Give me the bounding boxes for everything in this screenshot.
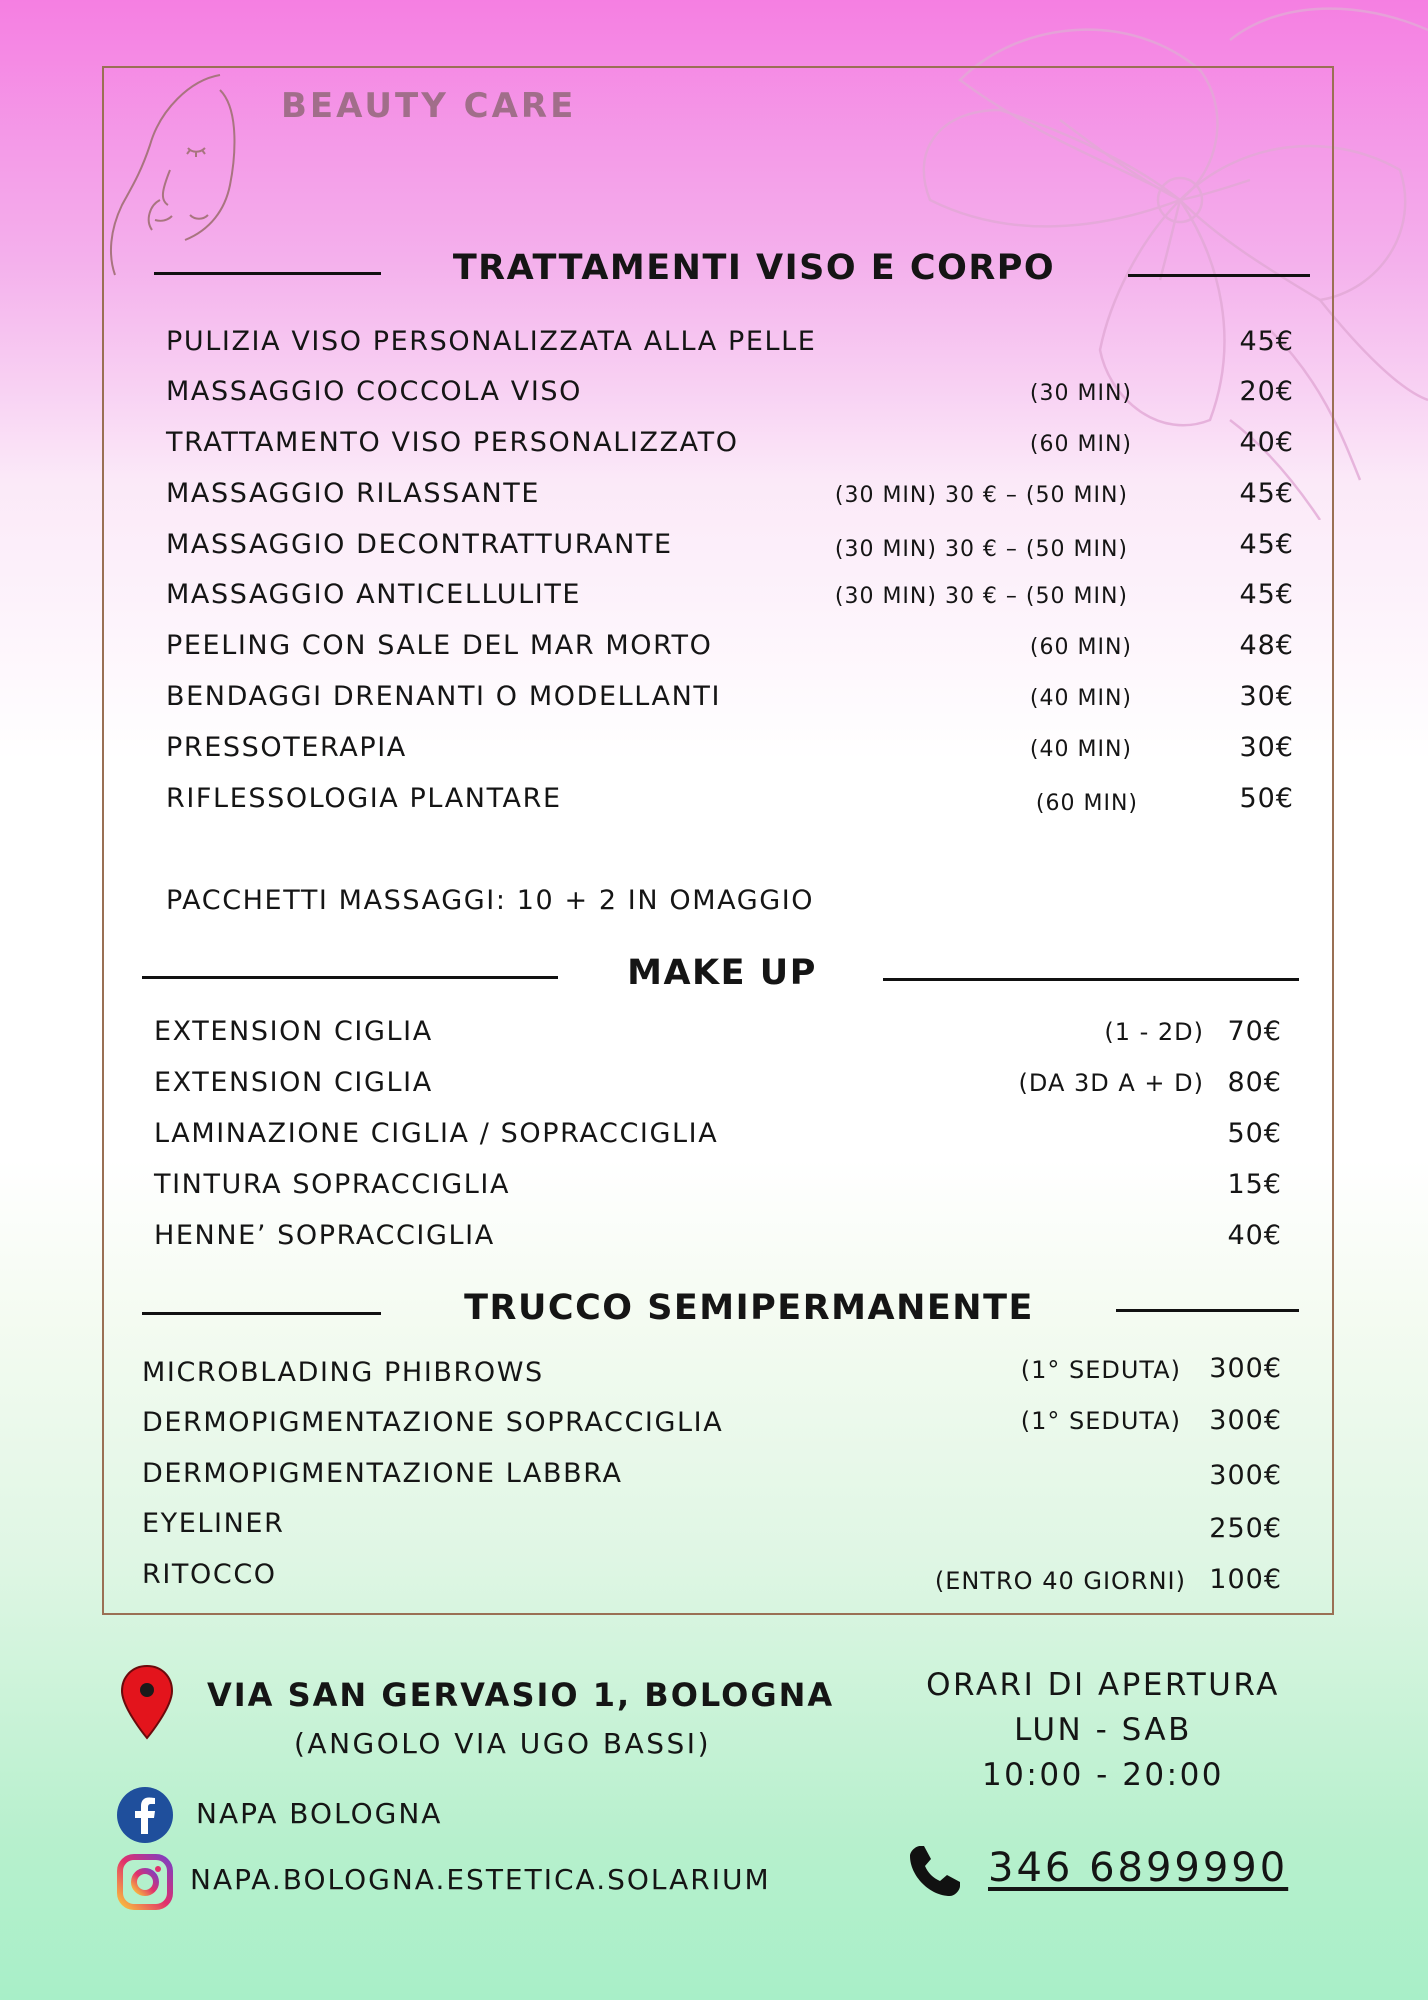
section-rule (142, 1312, 381, 1315)
item-note: (ENTRO 40 GIORNI) (934, 1567, 1186, 1595)
item-note: (60 MIN) (1035, 791, 1138, 816)
facebook-handle[interactable]: NAPA BOLOGNA (196, 1797, 443, 1830)
item-name: DERMOPIGMENTAZIONE LABBRA (142, 1458, 623, 1489)
item-price: 300€ (1209, 1353, 1282, 1384)
list-item (142, 1555, 1282, 1595)
list-item (166, 677, 1294, 717)
item-name: MICROBLADING PHIBROWS (142, 1357, 544, 1388)
list-item (166, 474, 1294, 514)
face-logo-icon (100, 70, 250, 280)
hours-title: ORARI DI APERTURA (926, 1667, 1280, 1703)
list-item (142, 1353, 1282, 1393)
item-note: (40 MIN) (1029, 737, 1132, 762)
item-name: RIFLESSOLOGIA PLANTARE (166, 783, 562, 814)
item-name: PEELING CON SALE DEL MAR MORTO (166, 630, 713, 661)
item-price: 30€ (1239, 681, 1294, 712)
list-item (166, 728, 1294, 768)
item-price: 300€ (1209, 1460, 1282, 1491)
item-name: MASSAGGIO RILASSANTE (166, 478, 541, 509)
item-note: (30 MIN) 30 € – (50 MIN) (834, 483, 1128, 508)
section-rule (154, 272, 381, 275)
list-item (166, 372, 1294, 412)
address: VIA SAN GERVASIO 1, BOLOGNA (207, 1676, 835, 1714)
list-item (154, 1165, 1282, 1205)
list-item (166, 322, 1294, 362)
item-name: EXTENSION CIGLIA (154, 1067, 433, 1098)
hours-days: LUN - SAB (1014, 1712, 1192, 1748)
section-title-trucco: TRUCCO SEMIPERMANENTE (464, 1288, 1034, 1328)
item-note: (60 MIN) (1029, 432, 1132, 457)
phone-number[interactable]: 346 6899990 (988, 1845, 1289, 1891)
section-title-makeup: MAKE UP (627, 953, 817, 993)
location-pin-icon (120, 1664, 174, 1740)
item-price: 80€ (1227, 1067, 1282, 1098)
item-note: (60 MIN) (1029, 635, 1132, 660)
item-price: 45€ (1239, 579, 1294, 610)
item-note: (30 MIN) (1029, 381, 1132, 406)
instagram-icon[interactable] (116, 1853, 174, 1911)
item-name: PULIZIA VISO PERSONALIZZATA ALLA PELLE (166, 326, 817, 357)
item-note: (30 MIN) 30 € – (50 MIN) (834, 537, 1128, 562)
item-price: 300€ (1209, 1405, 1282, 1436)
item-name: RITOCCO (142, 1559, 277, 1590)
item-note: (1° SEDUTA) (1020, 1407, 1181, 1435)
item-price: 45€ (1239, 529, 1294, 560)
item-name: MASSAGGIO ANTICELLULITE (166, 579, 582, 610)
item-price: 50€ (1227, 1118, 1282, 1149)
item-price: 40€ (1239, 427, 1294, 458)
list-item (166, 779, 1294, 819)
list-item (166, 423, 1294, 463)
list-item (154, 1114, 1282, 1154)
section-rule (1116, 1309, 1299, 1312)
item-name: MASSAGGIO DECONTRATTURANTE (166, 529, 673, 560)
item-price: 70€ (1227, 1016, 1282, 1047)
facebook-icon[interactable] (116, 1786, 174, 1844)
list-item (154, 1216, 1282, 1256)
item-price: 250€ (1209, 1513, 1282, 1544)
list-item (142, 1454, 1282, 1494)
item-price: 45€ (1239, 478, 1294, 509)
item-note: (DA 3D A + D) (1018, 1069, 1204, 1097)
item-name: TRATTAMENTO VISO PERSONALIZZATO (166, 427, 739, 458)
item-name: LAMINAZIONE CIGLIA / SOPRACCIGLIA (154, 1118, 719, 1149)
hours-time: 10:00 - 20:00 (981, 1757, 1225, 1793)
section-rule (142, 976, 558, 979)
item-note: (40 MIN) (1029, 686, 1132, 711)
item-name: DERMOPIGMENTAZIONE SOPRACCIGLIA (142, 1407, 724, 1438)
item-price: 48€ (1239, 630, 1294, 661)
instagram-handle[interactable]: NAPA.BOLOGNA.ESTETICA.SOLARIUM (190, 1863, 771, 1896)
list-item (166, 626, 1294, 666)
item-name: BENDAGGI DRENANTI O MODELLANTI (166, 681, 722, 712)
package-note (166, 881, 966, 921)
item-name: TINTURA SOPRACCIGLIA (154, 1169, 511, 1200)
section-rule (883, 978, 1299, 981)
item-name: MASSAGGIO COCCOLA VISO (166, 376, 582, 407)
section-title-viso: TRATTAMENTI VISO E CORPO (452, 248, 1056, 288)
item-note: (30 MIN) 30 € – (50 MIN) (834, 584, 1128, 609)
item-price: 45€ (1239, 326, 1294, 357)
list-item (154, 1063, 1282, 1103)
item-price: 100€ (1209, 1564, 1282, 1595)
item-note: (1 - 2D) (1104, 1018, 1204, 1046)
item-name: HENNE’ SOPRACCIGLIA (154, 1220, 495, 1251)
list-item (154, 1012, 1282, 1052)
section-rule (1128, 274, 1310, 277)
brand-title: BEAUTY CARE (281, 86, 577, 126)
list-item (166, 525, 1294, 565)
item-price: 30€ (1239, 732, 1294, 763)
address-sub: (ANGOLO VIA UGO BASSI) (294, 1727, 711, 1760)
item-name: PRESSOTERAPIA (166, 732, 407, 763)
package-text: PACCHETTI MASSAGGI: 10 + 2 IN OMAGGIO (166, 885, 815, 916)
list-item (142, 1504, 1282, 1544)
item-price: 40€ (1227, 1220, 1282, 1251)
item-price: 20€ (1239, 376, 1294, 407)
list-item (142, 1403, 1282, 1443)
item-note: (1° SEDUTA) (1020, 1356, 1181, 1384)
list-item (166, 575, 1294, 615)
item-price: 50€ (1239, 783, 1294, 814)
item-name: EXTENSION CIGLIA (154, 1016, 433, 1047)
item-name: EYELINER (142, 1508, 285, 1539)
item-price: 15€ (1227, 1169, 1282, 1200)
phone-icon (906, 1842, 964, 1900)
